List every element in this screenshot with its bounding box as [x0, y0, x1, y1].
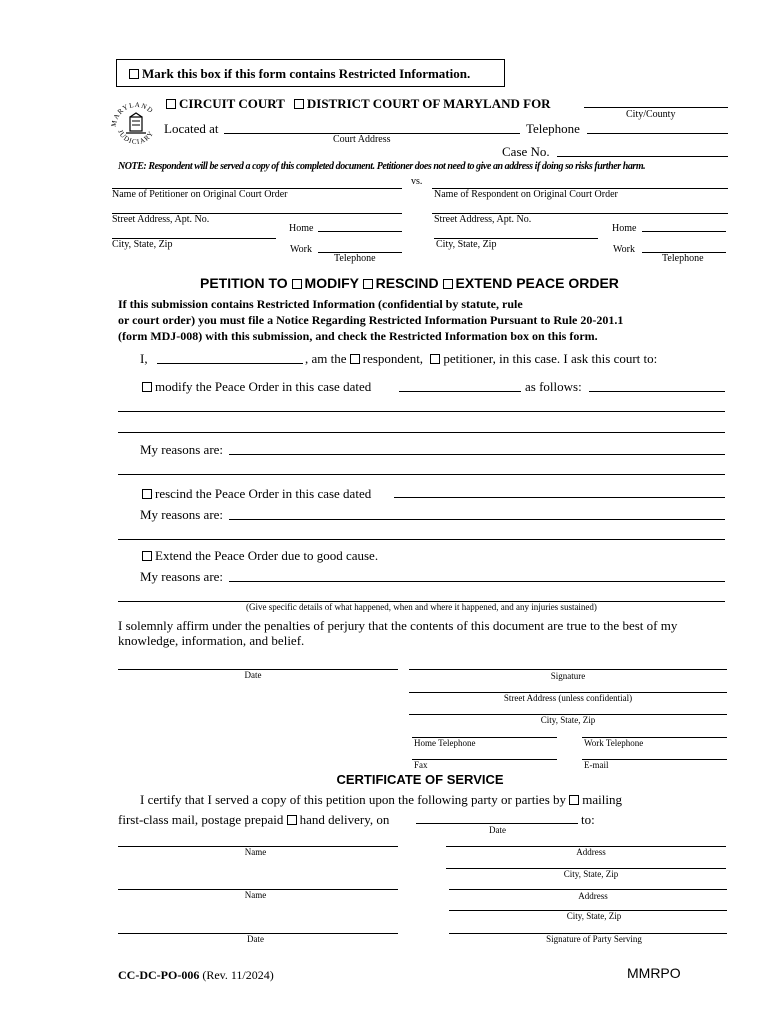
maryland-judiciary-seal [108, 97, 164, 153]
restricted-info-box[interactable] [116, 59, 505, 87]
circuit-court-checkbox[interactable] [166, 99, 176, 109]
respondent-name-caption: Name of Respondent on Original Court Order [434, 189, 618, 200]
svg-text:MARYLAND: MARYLAND [109, 100, 156, 128]
modify-reasons-label: My reasons are: [140, 442, 224, 457]
sig-city-caption: City, State, Zip [540, 715, 596, 725]
modify-checkbox[interactable] [142, 382, 152, 392]
certificate-line-2-text: first-class mail, postage prepaid [118, 812, 284, 827]
party-name-line[interactable] [157, 363, 303, 364]
petitioner-street-caption: Street Address, Apt. No. [112, 214, 210, 225]
mailing-label: mailing [582, 792, 622, 807]
rescind-option [142, 486, 371, 501]
fax-caption: Fax [414, 760, 428, 770]
service-date-line[interactable] [416, 823, 578, 824]
court-selection [166, 96, 551, 111]
restricted-checkbox[interactable] [129, 69, 139, 79]
notice-line-2: or court order) you must file a Notice Regarding Restricted Information Pursuant to Rule 20-201.1 [118, 313, 624, 327]
served-name-2-caption: Name [244, 890, 267, 900]
certificate-line-1 [140, 792, 622, 807]
served-address-1-caption: Address [576, 847, 606, 857]
svg-text:JUDICIARY: JUDICIARY [116, 128, 156, 147]
modify-reasons-line[interactable] [229, 454, 725, 455]
respondent-label: respondent, [362, 351, 424, 366]
home-telephone-caption: Home Telephone [414, 738, 476, 748]
modify-date-line[interactable] [399, 391, 521, 392]
modify-title-label: MODIFY [304, 275, 359, 291]
court-telephone-label: Telephone [526, 121, 580, 136]
case-no-line[interactable] [557, 156, 728, 157]
modify-option [142, 379, 371, 394]
served-city-2-caption: City, State, Zip [566, 911, 622, 921]
petitioner-home-line[interactable] [318, 231, 402, 232]
petitioner-work-label: Work [290, 244, 312, 255]
respondent-checkbox[interactable] [350, 354, 360, 364]
court-telephone-line[interactable] [587, 133, 728, 134]
modify-text-line-1[interactable] [118, 411, 725, 412]
vs-label: vs. [411, 176, 423, 187]
affirmation-line-2: knowledge, information, and belief. [118, 633, 305, 648]
as-follows-line[interactable] [589, 391, 725, 392]
certificate-line-2 [118, 812, 389, 827]
service-date-caption: Date [489, 825, 506, 835]
affirm-date-caption: Date [244, 670, 262, 680]
notice-line-1: If this submission contains Restricted Information (confidential by statute, rule [118, 297, 523, 311]
rescind-title-label: RESCIND [375, 275, 439, 291]
extend-title-checkbox[interactable] [443, 279, 453, 289]
modify-label: modify the Peace Order in this case dated [155, 379, 372, 394]
rescind-label: rescind the Peace Order in this case dated [155, 486, 372, 501]
located-at-label: Located at [164, 121, 219, 136]
form-id-code: CC-DC-PO-006 [118, 968, 200, 982]
petition-to-label: PETITION TO [200, 275, 288, 291]
petitioner-checkbox[interactable] [430, 354, 440, 364]
petition-title [200, 275, 619, 291]
email-caption: E-mail [584, 760, 609, 770]
certificate-line-1-text: I certify that I served a copy of this petition upon the following party or parties by [140, 792, 566, 807]
extend-reasons-line[interactable] [229, 581, 725, 582]
extend-checkbox[interactable] [142, 551, 152, 561]
form-code: MMRPO [627, 965, 681, 981]
serving-signature-caption: Signature of Party Serving [546, 934, 642, 944]
signature-line[interactable] [409, 669, 727, 670]
respondent-telephone-caption: Telephone [662, 253, 704, 264]
form-id [118, 968, 274, 982]
notice-line-3: (form MDJ-008) with this submission, and check the Restricted Information box on this form. [118, 329, 598, 343]
rescind-reasons-line-2[interactable] [118, 539, 725, 540]
rescind-reasons-line[interactable] [229, 519, 725, 520]
served-city-1-caption: City, State, Zip [563, 869, 619, 879]
rescind-title-checkbox[interactable] [363, 279, 373, 289]
district-court-checkbox[interactable] [294, 99, 304, 109]
case-no-label: Case No. [502, 144, 550, 159]
city-county-line[interactable] [584, 107, 728, 108]
respondent-note: NOTE: Respondent will be served a copy of this completed document. Petitioner does not need to give an address if doing so risks further harm. [118, 161, 646, 172]
signature-caption: Signature [550, 671, 586, 681]
rescind-reasons-label: My reasons are: [140, 507, 224, 522]
extend-title-label: EXTEND PEACE ORDER [455, 275, 619, 291]
rescind-checkbox[interactable] [142, 489, 152, 499]
role-selection [305, 351, 657, 366]
hand-delivery-checkbox[interactable] [287, 815, 297, 825]
circuit-court-label: CIRCUIT COURT [179, 96, 285, 111]
as-follows-label: as follows: [525, 379, 582, 394]
petitioner-city-caption: City, State, Zip [112, 239, 173, 250]
details-caption: (Give specific details of what happened, when and where it happened, and any injuries sustained) [246, 602, 597, 612]
serving-date-caption: Date [247, 934, 264, 944]
work-telephone-caption: Work Telephone [584, 738, 644, 748]
hand-delivery-label: hand delivery, on [299, 812, 390, 827]
rescind-date-line[interactable] [394, 497, 725, 498]
restricted-label: Mark this box if this form contains Restricted Information. [142, 66, 471, 81]
mailing-checkbox[interactable] [569, 795, 579, 805]
modify-text-line-2[interactable] [118, 432, 725, 433]
petitioner-home-label: Home [289, 223, 314, 234]
city-county-caption: City/County [626, 109, 676, 120]
respondent-city-caption: City, State, Zip [436, 239, 497, 250]
petitioner-name-caption: Name of Petitioner on Original Court Order [112, 189, 288, 200]
am-the-label: , am the [305, 351, 347, 366]
respondent-street-caption: Street Address, Apt. No. [434, 214, 532, 225]
certificate-title: CERTIFICATE OF SERVICE [336, 772, 504, 787]
respondent-home-line[interactable] [642, 231, 726, 232]
i-label: I, [140, 351, 148, 366]
modify-reasons-line-2[interactable] [118, 474, 725, 475]
affirmation-line-1: I solemnly affirm under the penalties of perjury that the contents of this document are true to the best of my [118, 618, 678, 633]
respondent-work-label: Work [613, 244, 635, 255]
petitioner-telephone-caption: Telephone [334, 253, 376, 264]
respondent-home-label: Home [612, 223, 637, 234]
modify-title-checkbox[interactable] [292, 279, 302, 289]
petitioner-label: petitioner, in this case. I ask this court to: [443, 351, 658, 366]
served-address-2-line[interactable] [449, 889, 727, 890]
district-court-label: DISTRICT COURT OF MARYLAND FOR [306, 96, 551, 111]
fax-line[interactable] [412, 759, 557, 760]
extend-reasons-label: My reasons are: [140, 569, 224, 584]
sig-street-caption: Street Address (unless confidential) [503, 693, 633, 703]
form-revision: (Rev. 11/2024) [202, 968, 274, 982]
served-address-2-caption: Address [578, 891, 608, 901]
served-name-1-caption: Name [244, 847, 267, 857]
court-address-caption: Court Address [333, 134, 391, 145]
extend-label: Extend the Peace Order due to good cause. [155, 548, 379, 563]
to-label: to: [581, 812, 595, 827]
extend-option [142, 548, 378, 563]
